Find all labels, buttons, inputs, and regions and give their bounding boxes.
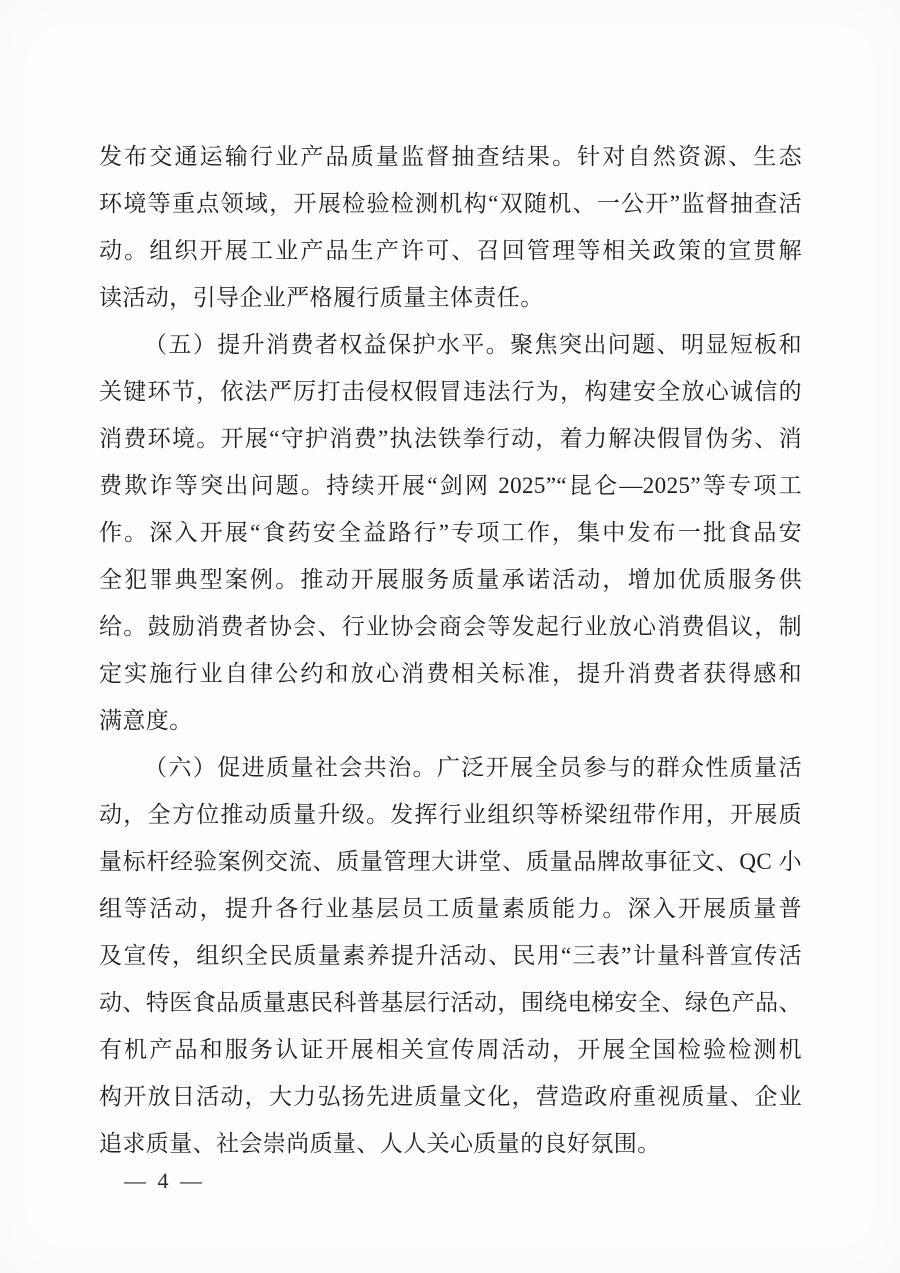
text-line: 全犯罪典型案例。推动开展服务质量承诺活动，增加优质服务供 <box>99 567 802 592</box>
text-line: 动、特医食品质量惠民科普基层行活动，围绕电梯安全、绿色产品、 <box>99 990 802 1015</box>
text-line: 关键环节，依法严厉打击侵权假冒违法行为，构建安全放心诚信的 <box>99 379 802 404</box>
text-line: 给。鼓励消费者协会、行业协会商会等发起行业放心消费倡议，制 <box>99 614 802 639</box>
text-line: 构开放日活动，大力弘扬先进质量文化，营造政府重视质量、企业 <box>99 1084 802 1109</box>
text-line: 环境等重点领域，开展检验检测机构“双随机、一公开”监督抽查活 <box>99 191 802 216</box>
text-line: 动，全方位推动质量升级。发挥行业组织等桥梁纽带作用，开展质 <box>99 802 802 827</box>
paragraph <box>99 321 802 744</box>
text-line: 组等活动，提升各行业基层员工质量素质能力。深入开展质量普 <box>99 896 802 921</box>
page-number: — 4 — <box>124 1168 205 1193</box>
text-line: 定实施行业自律公约和放心消费相关标准，提升消费者获得感和 <box>99 661 802 686</box>
paragraph <box>99 744 802 1167</box>
text-line: 费欺诈等突出问题。持续开展“剑网 2025”“昆仑—2025”等专项工 <box>99 473 802 498</box>
text-line: 满意度。 <box>99 708 193 733</box>
text-line: 读活动，引导企业严格履行质量主体责任。 <box>99 285 544 310</box>
text-line: （六）促进质量社会共治。广泛开展全员参与的群众性质量活 <box>144 755 802 780</box>
text-line: 消费环境。开展“守护消费”执法铁拳行动，着力解决假冒伪劣、消 <box>99 426 802 451</box>
paragraph <box>99 133 802 321</box>
text-line: 有机产品和服务认证开展相关宣传周活动，开展全国检验检测机 <box>99 1037 802 1062</box>
document-body <box>99 133 802 1167</box>
text-line: 及宣传，组织全民质量素养提升活动、民用“三表”计量科普宣传活 <box>99 943 802 968</box>
text-line: 追求质量、社会崇尚质量、人人关心质量的良好氛围。 <box>99 1131 661 1156</box>
text-line: 作。深入开展“食药安全益路行”专项工作，集中发布一批食品安 <box>99 520 802 545</box>
text-line: 动。组织开展工业产品生产许可、召回管理等相关政策的宣贯解 <box>99 238 802 263</box>
text-line: （五）提升消费者权益保护水平。聚焦突出问题、明显短板和 <box>144 332 802 357</box>
text-line: 量标杆经验案例交流、质量管理大讲堂、质量品牌故事征文、QC 小 <box>99 849 802 874</box>
text-line: 发布交通运输行业产品质量监督抽查结果。针对自然资源、生态 <box>99 144 802 169</box>
